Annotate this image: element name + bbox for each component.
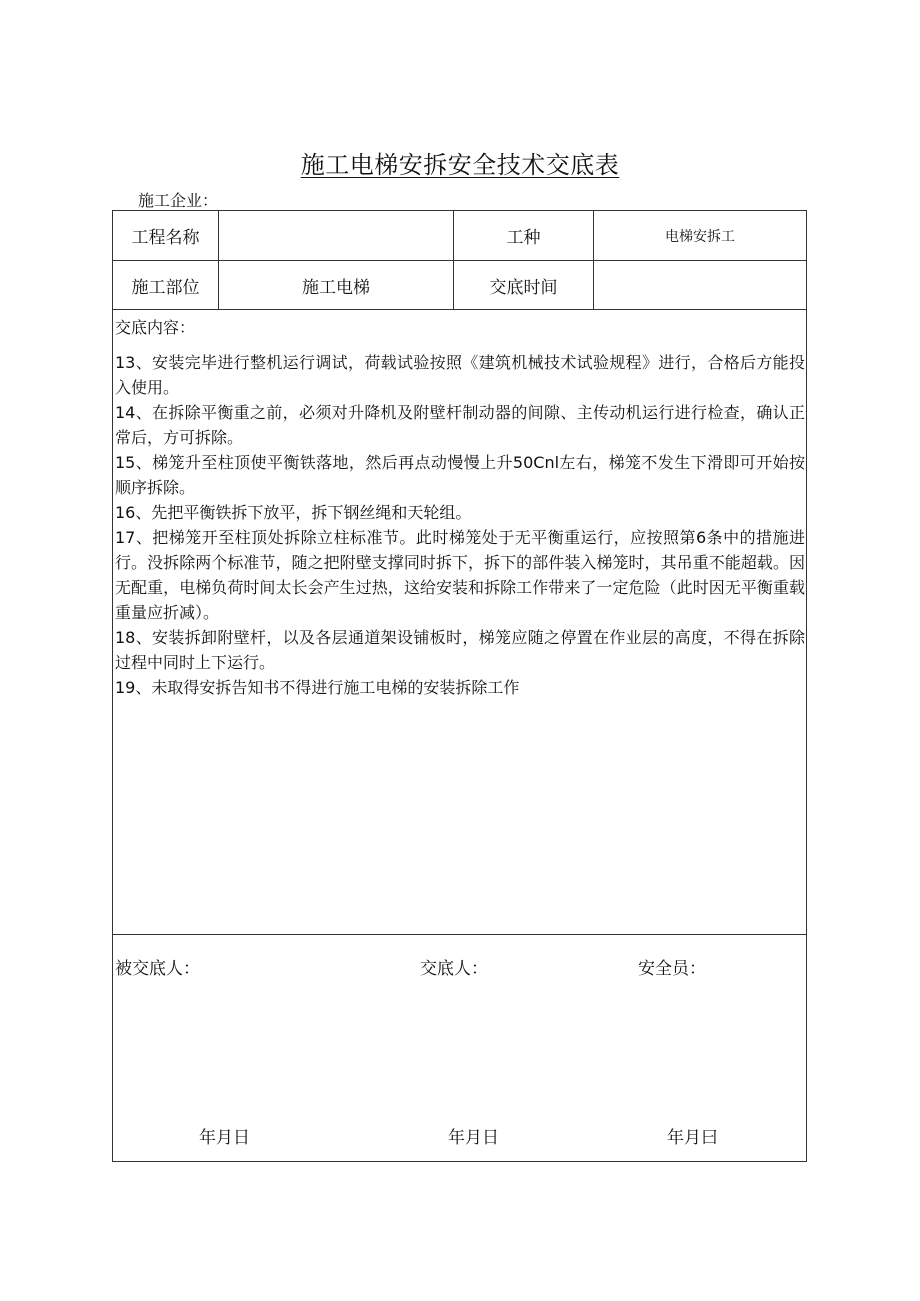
content-item: 14、在拆除平衡重之前，必须对升降机及附壁杆制动器的间隙、主传动机运行进行检查，确认正常后，方可拆除。 [115,403,805,447]
safety-officer-label: 安全员： [638,959,706,979]
location-value: 施工电梯 [302,277,370,298]
discloser-date: 年月日 [448,1128,499,1148]
content-item: 16、先把平衡铁拆下放平，拆下钢丝绳和天轮组。 [115,503,472,522]
safety-officer-date: 年月曰 [667,1128,718,1148]
receiver-label: 被交底人： [115,959,200,979]
disclosure-time-value [594,261,806,309]
content-item: 19、未取得安拆告知书不得进行施工电梯的安装拆除工作 [115,678,520,697]
content-label: 交底内容： [115,318,196,337]
project-name-label: 工程名称 [131,228,200,248]
disclosure-time-label: 交底时间 [489,277,558,298]
content-item: 18、安装拆卸附壁杆，以及各层通道架设铺板时，梯笼应随之停置在作业层的高度，不得在拆除过程中同时上下运行。 [115,628,805,672]
content-item: 13、安装完毕进行整机运行调试，荷载试验按照《建筑机械技术试验规程》进行，合格后方能投入使用。 [115,353,805,397]
disclosure-content [115,315,805,700]
company-label: 施工企业： [138,191,219,210]
content-item: 15、梯笼升至柱顶使平衡铁落地，然后再点动慢慢上升50Cnl左右，梯笼不发生下滑即可开始按顺序拆除。 [115,453,805,497]
document-title: 施工电梯安拆安全技术交底表 [300,151,620,179]
grid-line [113,934,806,935]
grid-line [113,309,806,310]
receiver-date: 年月日 [199,1128,250,1148]
disclosure-form [112,210,807,1162]
discloser-label: 交底人： [420,959,488,979]
location-label: 施工部位 [131,277,200,298]
project-name-value [219,211,453,260]
trade-value: 电梯安拆工 [665,228,735,245]
trade-label: 工种 [506,228,541,248]
content-item: 17、把梯笼开至柱顶处拆除立柱标准节。此时梯笼处于无平衡重运行，应按照第6条中的措施进行。没拆除两个标准节，随之把附壁支撑同时拆下，拆下的部件装入梯笼时，其吊重不能超载。因无配重，电梯负荷时间太长会产生过热，这给安装和拆除工作带来了一定危险（此时因无平衡重载重量应折减）。 [115,528,805,622]
